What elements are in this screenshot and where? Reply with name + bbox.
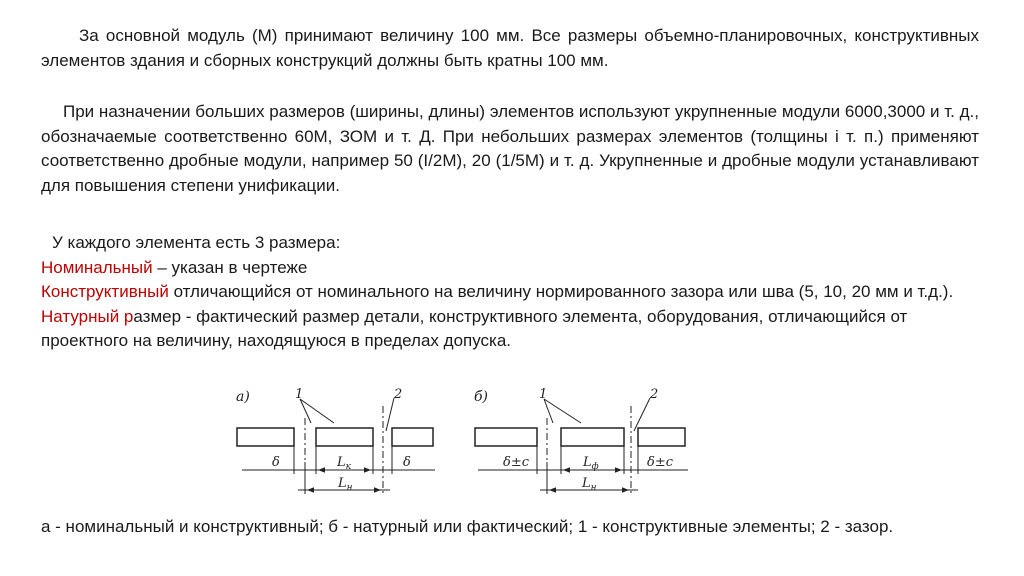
term-natural: Натурный р: [41, 306, 134, 326]
figure-a: [236, 387, 435, 494]
figure-a-callout-2: 2: [394, 387, 403, 402]
term-constructive: Конструктивный: [41, 282, 169, 301]
figure-a-label: а): [236, 389, 250, 405]
figure-b-lf: $L_ф$: [583, 455, 599, 472]
figure-a-element-middle: [316, 428, 373, 446]
figure-b-callout-2: 2: [650, 387, 659, 402]
figure-b-ln: $L_н$: [582, 476, 597, 493]
sizes-list: [41, 231, 979, 354]
figure-b-element-right: [638, 428, 685, 446]
figure-a-leader-2: [386, 398, 394, 431]
figure-b-label: б): [474, 389, 489, 405]
figure-b-element-left: [475, 428, 537, 446]
figure-a-element-left: [237, 428, 294, 446]
figure-b-callout-1: 1: [539, 387, 548, 402]
figure-a-delta-left: δ: [272, 455, 280, 470]
size-nominal: [41, 256, 979, 281]
size-constructive: [41, 280, 979, 305]
term-nominal: Номинальный: [41, 257, 153, 277]
figure-b-leader-1: [544, 399, 581, 423]
figure-a-leader-1: [300, 399, 334, 423]
natural-description: азмер - фактический размер детали, конструктивного элемента, оборудования, отличающийся от проектного на величину, находящуюся в пределах допуска.: [41, 306, 908, 350]
constructive-description: отличающийся от номинального на величину нормированного зазора или шва (5, 10, 20 мм и т.д.).: [168, 282, 954, 301]
figure-b-element-middle: [561, 428, 624, 446]
figure-b-delta-left: δ±c: [503, 455, 529, 470]
nominal-description: – указан в чертеже: [152, 257, 308, 277]
paragraph-enlarged-modules: При назначении больших размеров (ширины, длины) элементов используют укрупненные модули 6000,3000 и т. д., обозначаемые соответственно 60М, ЗОМ и т. Д. При небольших размерах элементов (толщины і т. п.) применяют соответственно дробные модули, например 50 (I/2М), 20 (1/5М) и т. д. Укрупненные и дробные модули устанавливают для повышения степени унификации.: [41, 102, 979, 195]
figure-a-lk: $L_к$: [337, 455, 352, 472]
size-natural: [41, 305, 979, 354]
figure-b-delta-right: δ±c: [647, 455, 673, 470]
figure-a-ln: $L_н$: [338, 476, 353, 493]
sizes-intro: У каждого элемента есть 3 размера:: [52, 233, 341, 252]
paragraph-basic-module: За основной модуль (М) принимают величину 100 мм. Все размеры объемно-планировочных, конструктивных элементов здания и сборных конструкций должны быть кратны 100 мм.: [41, 26, 979, 70]
figure-a-callout-1: 1: [295, 387, 304, 402]
figure-b: [474, 387, 688, 494]
figure-caption: а - номинальный и конструктивный; б - натурный или фактический; 1 - конструктивные элементы; 2 - зазор.: [41, 517, 894, 536]
figure-b-leader-2: [634, 398, 650, 431]
figure-a-delta-right: δ: [403, 455, 411, 470]
figure-a-element-right: [392, 428, 433, 446]
